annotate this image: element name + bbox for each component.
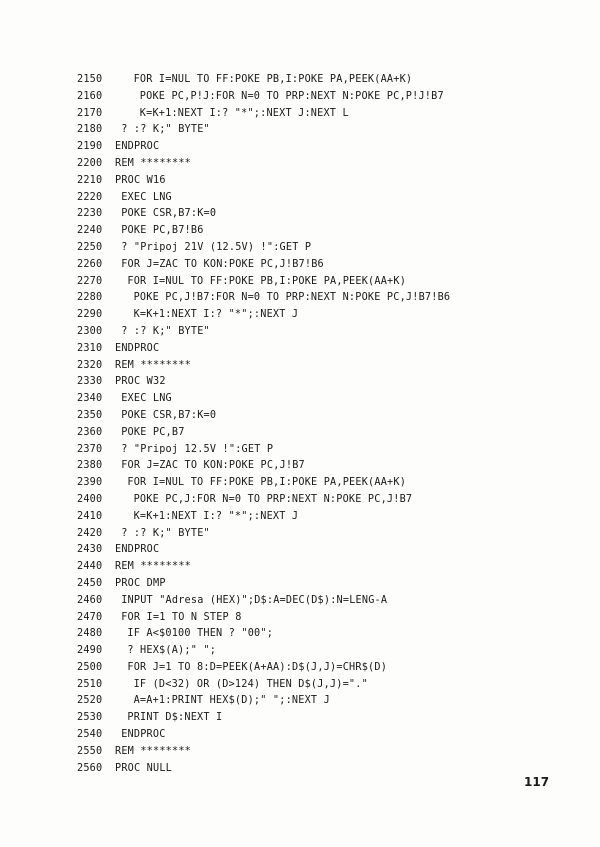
code-line: [77, 307, 577, 324]
code-text: POKE PC,P!J:FOR N=0 TO PRP:NEXT N:POKE PC,P!J!B7: [139, 90, 444, 102]
code-text: REM ********: [115, 745, 192, 757]
line-number: 2540: [77, 729, 103, 741]
code-line: [77, 693, 577, 710]
code-text: EXEC LNG: [121, 393, 172, 405]
code-text: PRINT D$:NEXT I: [127, 712, 223, 724]
line-number: 2250: [77, 241, 103, 253]
line-number: 2450: [77, 577, 103, 589]
code-line: [77, 677, 577, 694]
code-text: K=K+1:NEXT I:? "*";:NEXT J:NEXT L: [139, 107, 349, 119]
code-text: ? "Pripoj 21V (12.5V) !":GET P: [121, 241, 312, 253]
code-line: [77, 458, 577, 475]
code-text: FOR J=ZAC TO KON:POKE PC,J!B7: [121, 460, 305, 472]
code-line: [77, 425, 577, 442]
line-number: 2460: [77, 594, 103, 606]
line-number: 2230: [77, 208, 103, 220]
line-number: 2420: [77, 527, 103, 539]
code-line: [77, 744, 577, 761]
code-line: [77, 72, 577, 89]
line-number: 2180: [77, 124, 103, 136]
code-text: FOR I=NUL TO FF:POKE PB,I:POKE PA,PEEK(AA+K): [127, 275, 407, 287]
code-line: [77, 190, 577, 207]
code-text: IF A<$0100 THEN ? "00";: [127, 628, 274, 640]
code-text: ENDPROC: [115, 342, 160, 354]
code-text: ENDPROC: [115, 141, 160, 153]
line-number: 2310: [77, 342, 103, 354]
code-line: [77, 358, 577, 375]
code-text: REM ********: [115, 359, 192, 371]
code-text: ENDPROC: [121, 729, 166, 741]
code-text: PROC W16: [115, 174, 166, 186]
code-line: [77, 257, 577, 274]
code-text: FOR J=1 TO 8:D=PEEK(A+AA):D$(J,J)=CHR$(D): [127, 661, 388, 673]
line-number: 2480: [77, 628, 103, 640]
basic-program-listing: [77, 72, 577, 777]
code-text: K=K+1:NEXT I:? "*";:NEXT J: [133, 309, 299, 321]
code-line: [77, 106, 577, 123]
code-line: [77, 240, 577, 257]
line-number: 2220: [77, 191, 103, 203]
line-number: 2530: [77, 712, 103, 724]
code-line: [77, 391, 577, 408]
line-number: 2510: [77, 678, 103, 690]
code-text: ? :? K;" BYTE": [121, 527, 210, 539]
code-line: [77, 206, 577, 223]
code-line: [77, 139, 577, 156]
code-line: [77, 710, 577, 727]
code-text: POKE CSR,B7:K=0: [121, 409, 217, 421]
code-text: ? HEX$(A);" ";: [127, 645, 217, 657]
code-text: K=K+1:NEXT I:? "*";:NEXT J: [133, 510, 299, 522]
code-text: ? :? K;" BYTE": [121, 124, 210, 136]
line-number: 2260: [77, 258, 103, 270]
code-line: [77, 374, 577, 391]
code-text: POKE CSR,B7:K=0: [121, 208, 217, 220]
line-number: 2330: [77, 376, 103, 388]
code-text: ? :? K;" BYTE": [121, 325, 210, 337]
code-text: FOR J=ZAC TO KON:POKE PC,J!B7!B6: [121, 258, 324, 270]
code-line: [77, 341, 577, 358]
code-line: [77, 122, 577, 139]
code-line: [77, 660, 577, 677]
code-line: [77, 559, 577, 576]
code-text: POKE PC,J:FOR N=0 TO PRP:NEXT N:POKE PC,J!B7: [133, 493, 413, 505]
code-text: ? "Pripoj 12.5V !":GET P: [121, 443, 274, 455]
line-number: 2370: [77, 443, 103, 455]
line-number: 2170: [77, 107, 103, 119]
code-line: [77, 89, 577, 106]
code-text: INPUT "Adresa (HEX)";D$:A=DEC(D$):N=LENG-A: [121, 594, 388, 606]
code-line: [77, 475, 577, 492]
line-number: 2380: [77, 460, 103, 472]
line-number: 2400: [77, 493, 103, 505]
code-text: FOR I=NUL TO FF:POKE PB,I:POKE PA,PEEK(AA+K): [133, 74, 413, 85]
code-line: [77, 408, 577, 425]
code-line: [77, 274, 577, 291]
line-number: 2440: [77, 561, 103, 573]
line-number: 2300: [77, 325, 103, 337]
code-line: [77, 173, 577, 190]
code-line: [77, 290, 577, 307]
code-line: [77, 526, 577, 543]
code-text: PROC W32: [115, 376, 166, 388]
code-text: IF (D<32) OR (D>124) THEN D$(J,J)=".": [133, 678, 368, 690]
code-line: [77, 156, 577, 173]
line-number: 2470: [77, 611, 103, 623]
line-number: 2560: [77, 762, 103, 774]
code-line: [77, 593, 577, 610]
code-line: [77, 727, 577, 744]
code-text: POKE PC,B7: [121, 426, 185, 438]
line-number: 2210: [77, 174, 103, 186]
code-text: POKE PC,J!B7:FOR N=0 TO PRP:NEXT N:POKE PC,J!B7!B6: [133, 292, 451, 304]
code-text: FOR I=NUL TO FF:POKE PB,I:POKE PA,PEEK(AA+K): [127, 477, 407, 489]
code-line: [77, 576, 577, 593]
code-line: [77, 324, 577, 341]
code-line: [77, 643, 577, 660]
line-number: 2350: [77, 409, 103, 421]
code-line: [77, 223, 577, 240]
line-number: 2200: [77, 157, 103, 169]
page-number: 117: [524, 775, 550, 789]
code-text: A=A+1:PRINT HEX$(D);" ";:NEXT J: [133, 695, 330, 707]
line-number: 2520: [77, 695, 103, 707]
line-number: 2410: [77, 510, 103, 522]
code-line: [77, 442, 577, 459]
line-number: 2360: [77, 426, 103, 438]
line-number: 2150: [77, 74, 103, 85]
code-line: [77, 509, 577, 526]
line-number: 2160: [77, 90, 103, 102]
code-line: [77, 542, 577, 559]
line-number: 2550: [77, 745, 103, 757]
line-number: 2190: [77, 141, 103, 153]
code-text: POKE PC,B7!B6: [121, 225, 204, 237]
line-number: 2390: [77, 477, 103, 489]
code-line: [77, 610, 577, 627]
code-text: PROC NULL: [115, 762, 173, 774]
line-number: 2490: [77, 645, 103, 657]
code-text: REM ********: [115, 157, 192, 169]
line-number: 2320: [77, 359, 103, 371]
code-text: ENDPROC: [115, 544, 160, 556]
code-line: [77, 626, 577, 643]
code-text: FOR I=1 TO N STEP 8: [121, 611, 242, 623]
line-number: 2240: [77, 225, 103, 237]
line-number: 2430: [77, 544, 103, 556]
line-number: 2280: [77, 292, 103, 304]
code-text: REM ********: [115, 561, 192, 573]
code-text: PROC DMP: [115, 577, 166, 589]
code-text: EXEC LNG: [121, 191, 172, 203]
line-number: 2290: [77, 309, 103, 321]
line-number: 2500: [77, 661, 103, 673]
line-number: 2340: [77, 393, 103, 405]
code-line: [77, 761, 577, 778]
code-line: [77, 492, 577, 509]
line-number: 2270: [77, 275, 103, 287]
